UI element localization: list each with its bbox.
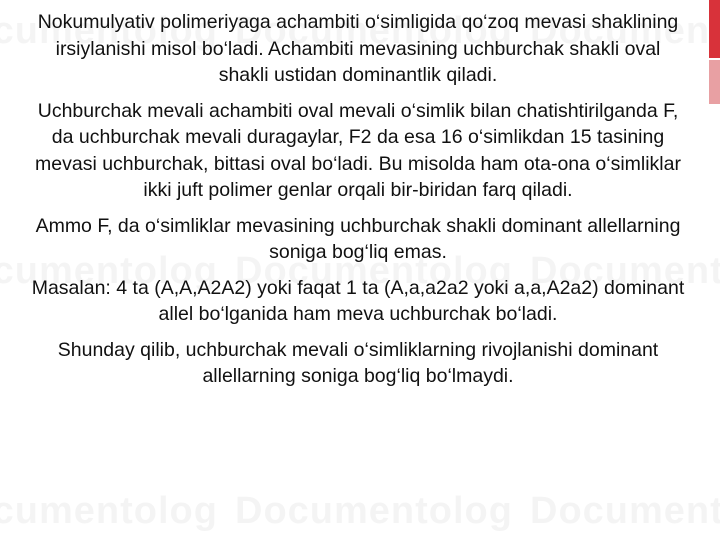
paragraph-5: Shunday qilib, uchburchak mevali o‘simliklarning rivojlanishi dominant allellarning soniga bog‘liq bo‘lmaydi. [57,338,659,387]
watermark [0,490,218,533]
paragraph-1: Nokumulyativ polimeriyaga achambiti o‘simligida qo‘zoq mevasi shaklining irsiylanishi misol bo‘ladi. Achambiti mevasining uchburchak shakli oval shakli ustidan dominantlik qiladi. [37,11,679,86]
accent-bar-middle [709,60,720,104]
paragraph-4: Masalan: 4 ta (A,A,A2A2) yoki faqat 1 ta (A,a,a2a2 yoki a,a,A2a2) dominant allel bo‘lganida ham meva uchburchak bo‘ladi. [31,276,685,325]
watermark [235,490,513,533]
paragraph-2: Uchburchak mevali achambiti oval mevali o‘simlik bilan chatishtirilganda F, da uchburchak mevali duragaylar, F2 da esa 16 o‘simlikdan 15 tasining mevasi uchburchak, bittasi oval bo‘ladi. Bu misolda ham ota-ona o‘simliklar ikki juft polimer genlar orqali bir-biridan farq qiladi. [35,99,681,201]
watermark [530,490,720,533]
accent-bar-top [709,0,720,58]
slide-text-body [28,9,688,399]
paragraph-3: Ammo F, da o‘simliklar mevasining uchburchak shakli dominant allellarning soniga bog‘liq emas. [35,214,681,263]
